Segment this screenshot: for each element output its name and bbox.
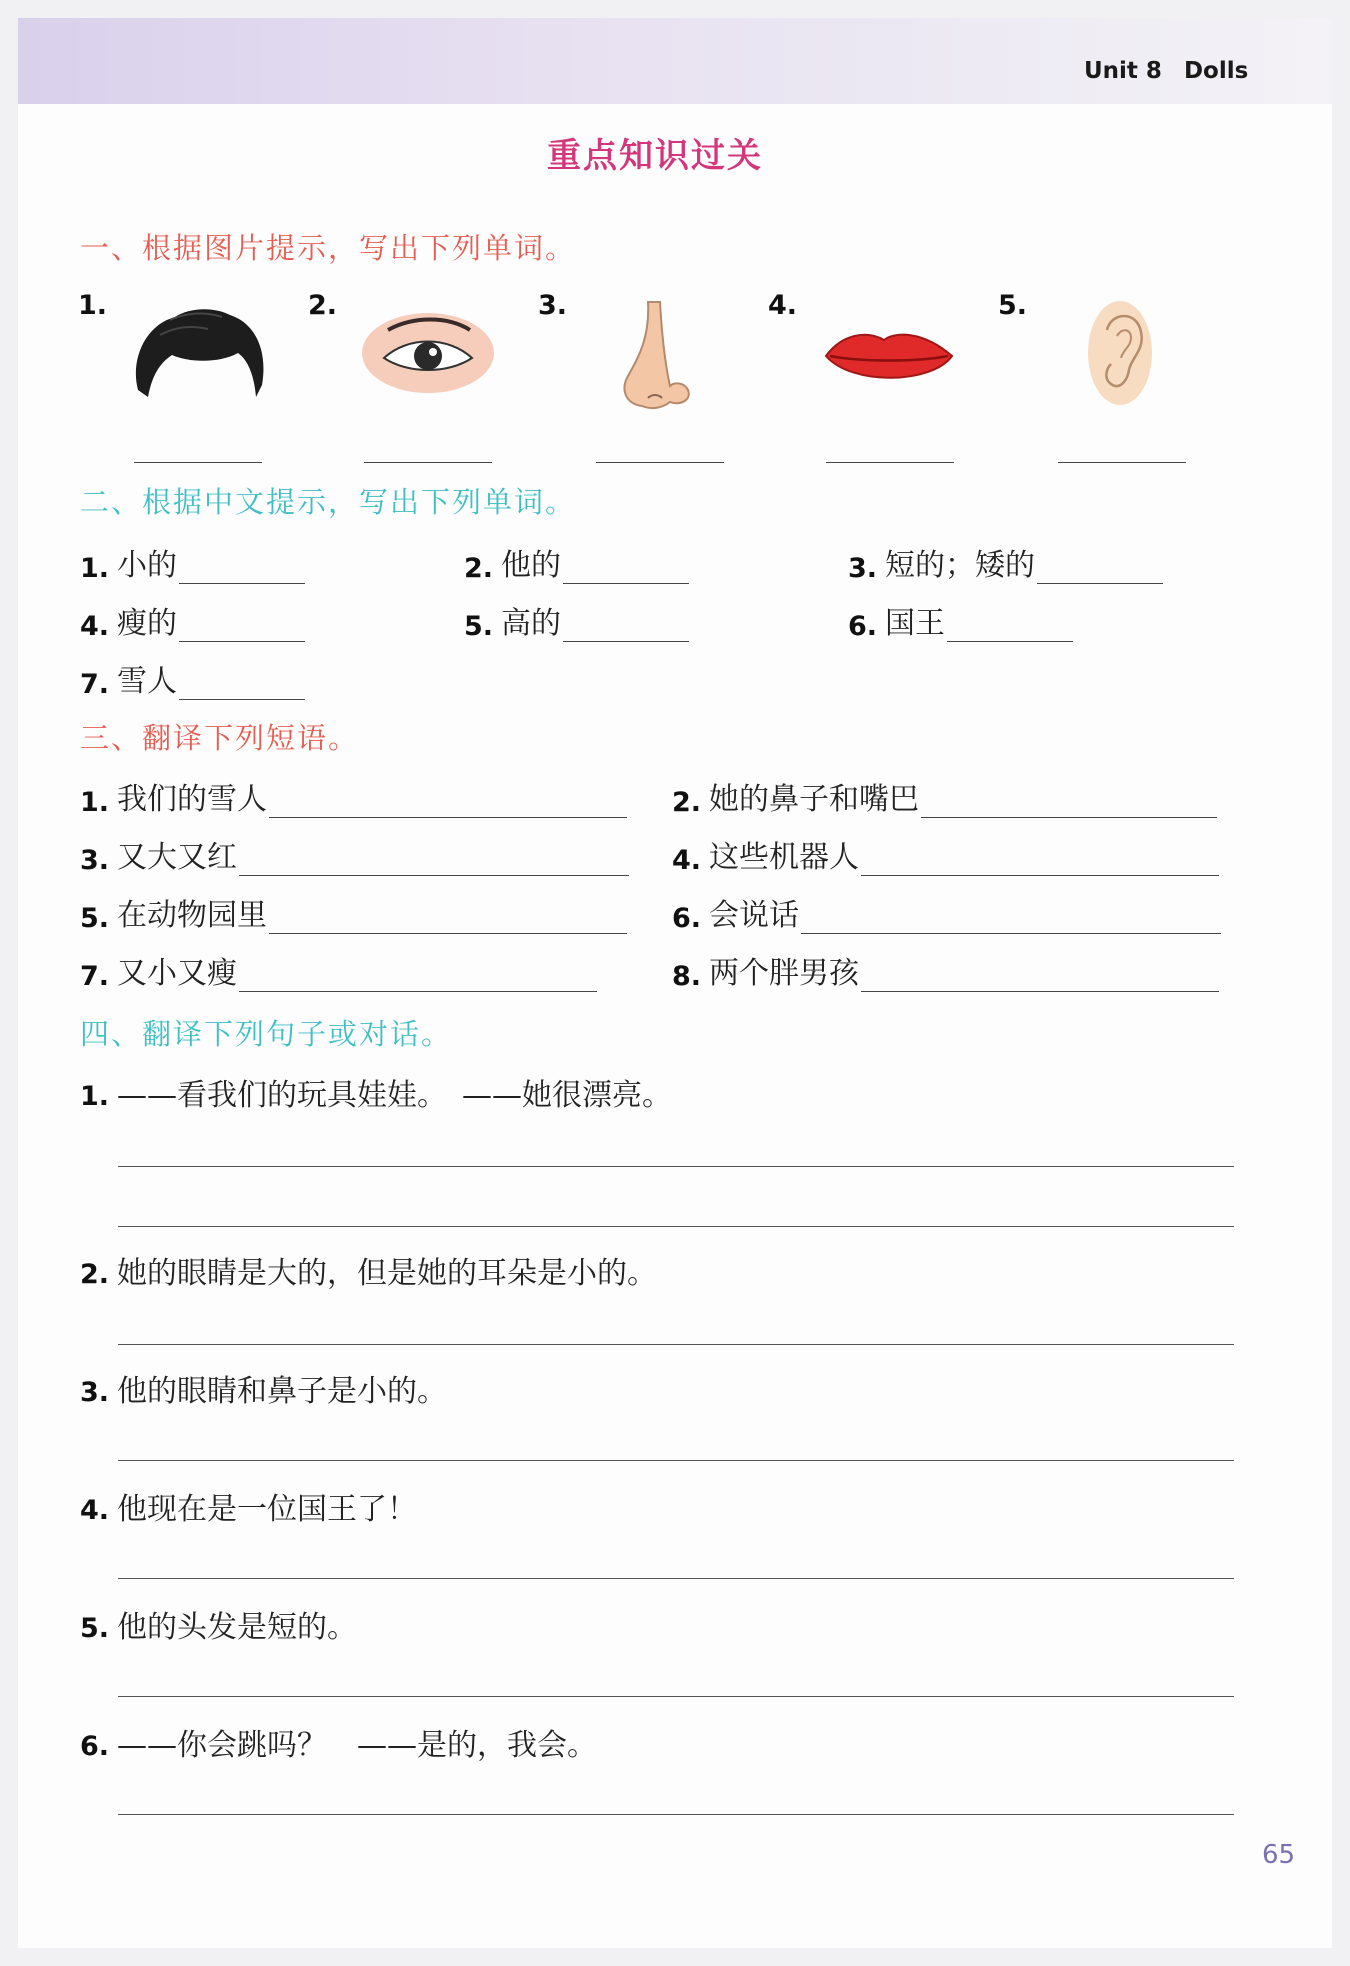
pic-item-number: 4. [768, 290, 798, 321]
sentence-item [80, 1602, 357, 1646]
item-number: 1. [80, 787, 110, 818]
item-prompt: 他的 [501, 548, 562, 583]
answer-blank[interactable] [239, 961, 597, 992]
item-number: 6. [672, 903, 702, 934]
item-prompt: 我们的雪人 [117, 782, 268, 817]
item-number: 3. [80, 1377, 110, 1408]
item-prompt: ——看我们的玩具娃娃。 ——她很漂亮。 [117, 1078, 673, 1113]
vocab-item [464, 598, 689, 642]
item-prompt: 她的鼻子和嘴巴 [709, 782, 920, 817]
phrase-item [672, 832, 1219, 876]
page-title: 重点知识过关 [547, 136, 763, 176]
item-prompt: 两个胖男孩 [709, 956, 860, 991]
item-number: 6. [848, 611, 878, 642]
pic-item-number: 5. [998, 290, 1028, 321]
item-number: 5. [464, 611, 494, 642]
item-number: 4. [80, 611, 110, 642]
vocab-item [80, 540, 305, 584]
item-number: 7. [80, 961, 110, 992]
item-prompt: 小的 [117, 548, 178, 583]
vocab-item [848, 598, 1073, 642]
sentence-item [80, 1720, 597, 1764]
item-number: 4. [672, 845, 702, 876]
phrase-item [672, 774, 1217, 818]
answer-blank[interactable] [947, 611, 1073, 642]
ear-icon [1085, 298, 1155, 408]
unit-label [1084, 58, 1270, 84]
item-number: 1. [80, 553, 110, 584]
vocab-item [464, 540, 689, 584]
section-3-heading: 三、翻译下列短语。 [80, 721, 360, 755]
pic-item-number: 2. [308, 290, 338, 321]
answer-blank[interactable] [861, 845, 1219, 876]
phrase-item [80, 890, 627, 934]
item-number: 2. [464, 553, 494, 584]
eye-icon [358, 308, 498, 398]
item-prompt: ——你会跳吗？ ——是的，我会。 [117, 1728, 598, 1763]
mouth-icon [822, 326, 957, 391]
item-prompt: 短的；矮的 [885, 548, 1036, 583]
sentence-item [80, 1366, 447, 1410]
item-prompt: 这些机器人 [709, 840, 860, 875]
pic-item-number: 3. [538, 290, 568, 321]
phrase-item [672, 890, 1221, 934]
answer-line[interactable] [118, 1814, 1234, 1815]
answer-line[interactable] [118, 1166, 1234, 1167]
answer-blank[interactable] [239, 845, 629, 876]
item-prompt: 在动物园里 [117, 898, 268, 933]
answer-blank[interactable] [269, 903, 627, 934]
section-2-heading: 二、根据中文提示，写出下列单词。 [80, 485, 577, 519]
item-prompt: 他现在是一位国王了！ [117, 1492, 418, 1527]
answer-blank[interactable] [179, 611, 305, 642]
item-prompt: 又小又瘦 [117, 956, 238, 991]
item-number: 1. [80, 1081, 110, 1112]
item-prompt: 国王 [885, 606, 946, 641]
item-prompt: 他的眼睛和鼻子是小的。 [117, 1374, 448, 1409]
sentence-item [80, 1484, 417, 1528]
answer-blank[interactable] [364, 462, 492, 463]
nose-icon [618, 298, 698, 413]
item-number: 2. [672, 787, 702, 818]
section-1-heading: 一、根据图片提示，写出下列单词。 [80, 231, 577, 265]
answer-blank[interactable] [563, 611, 689, 642]
item-prompt: 她的眼睛是大的，但是她的耳朵是小的。 [117, 1256, 658, 1291]
phrase-item [672, 948, 1219, 992]
answer-line[interactable] [118, 1226, 1234, 1227]
answer-blank[interactable] [179, 669, 305, 700]
unit-title: Dolls [1183, 58, 1249, 84]
hair-icon [130, 305, 270, 405]
phrase-item [80, 948, 597, 992]
page-number: 65 [1262, 1840, 1296, 1870]
answer-blank[interactable] [563, 553, 689, 584]
sentence-item [80, 1070, 672, 1114]
item-number: 4. [80, 1495, 110, 1526]
phrase-item [80, 774, 627, 818]
phrase-item [80, 832, 629, 876]
answer-blank[interactable] [179, 553, 305, 584]
answer-blank[interactable] [861, 961, 1219, 992]
item-prompt: 雪人 [117, 664, 178, 699]
item-number: 8. [672, 961, 702, 992]
section-4-heading: 四、翻译下列句子或对话。 [80, 1017, 453, 1051]
item-prompt: 会说话 [709, 898, 800, 933]
unit-number: Unit 8 [1084, 58, 1162, 84]
sentence-item [80, 1248, 657, 1292]
pic-item-number: 1. [78, 290, 108, 321]
answer-blank[interactable] [1037, 553, 1163, 584]
item-number: 2. [80, 1259, 110, 1290]
vocab-item [80, 598, 305, 642]
answer-blank[interactable] [134, 462, 262, 463]
answer-line[interactable] [118, 1344, 1234, 1345]
item-number: 5. [80, 903, 110, 934]
vocab-item [80, 656, 305, 700]
answer-blank[interactable] [801, 903, 1221, 934]
item-prompt: 高的 [501, 606, 562, 641]
item-prompt: 又大又红 [117, 840, 238, 875]
item-prompt: 他的头发是短的。 [117, 1610, 358, 1645]
item-number: 5. [80, 1613, 110, 1644]
item-number: 7. [80, 669, 110, 700]
item-number: 3. [848, 553, 878, 584]
answer-line[interactable] [118, 1460, 1234, 1461]
item-number: 3. [80, 845, 110, 876]
answer-line[interactable] [118, 1578, 1234, 1579]
answer-blank[interactable] [1058, 462, 1186, 463]
item-number: 6. [80, 1731, 110, 1762]
vocab-item [848, 540, 1163, 584]
item-prompt: 瘦的 [117, 606, 178, 641]
answer-blank[interactable] [921, 787, 1217, 818]
answer-blank[interactable] [826, 462, 954, 463]
answer-blank[interactable] [269, 787, 627, 818]
answer-line[interactable] [118, 1696, 1234, 1697]
answer-blank[interactable] [596, 462, 724, 463]
